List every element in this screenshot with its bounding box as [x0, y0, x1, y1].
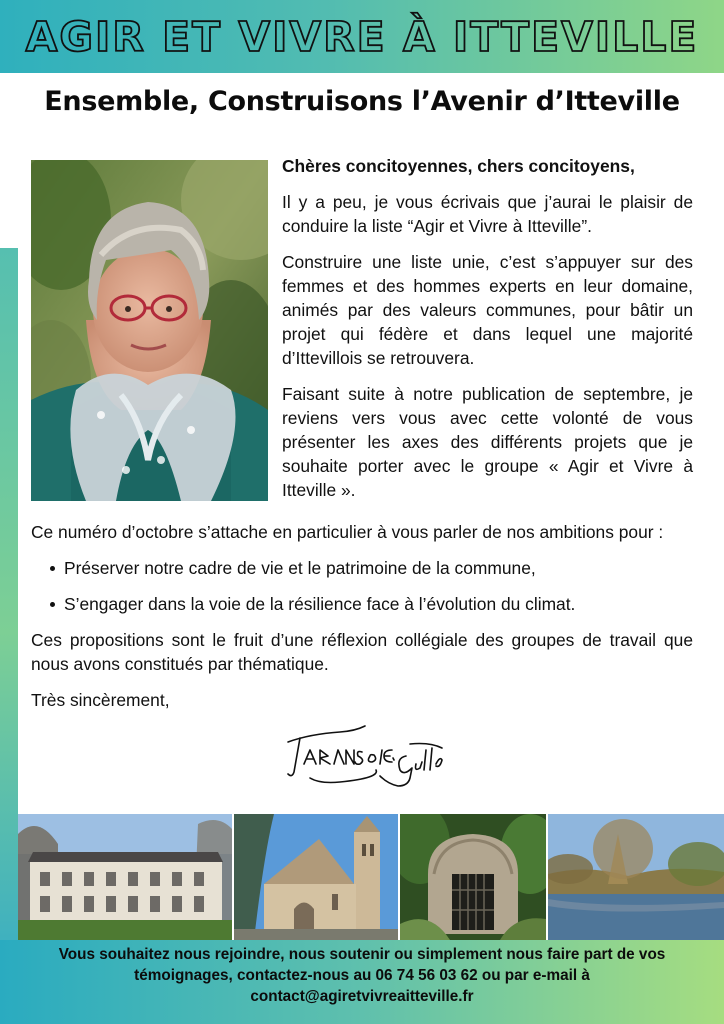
footer-line-1: Vous souhaitez nous rejoindre, nous soutenir ou simplement nous faire part de vos [58, 946, 666, 963]
letter-closing: Très sincèrement, [31, 690, 170, 710]
chateau-photo [18, 814, 232, 940]
lavoir-photo [400, 814, 546, 940]
letter-paragraph-3: Faisant suite à notre publication de septembre, je reviens vers vous avec cette volonté de vous présenter les axes des différents projets que je souhaite porter avec le groupe « Agir et Vivre à Itteville ». [282, 384, 693, 500]
list-item [31, 592, 693, 616]
letter-greeting: Chères concitoyennes, chers concitoyens, [282, 156, 635, 176]
list-item-text: Préserver notre cadre de vie et le patrimoine de la commune, [64, 558, 536, 578]
letter-paragraph-5: Ces propositions sont le fruit d’une réflexion collégiale des groupes de travail que nous avons constitués par thématique. [31, 630, 693, 674]
bullet-icon [50, 602, 55, 607]
letter-intro [282, 154, 693, 514]
church-photo [234, 814, 398, 940]
list-item [31, 556, 693, 580]
signature [280, 720, 445, 790]
list-item-text: S’engager dans la voie de la résilience face à l’évolution du climat. [64, 594, 576, 614]
letter-paragraph-2: Construire une liste unie, c’est s’appuyer sur des femmes et des hommes experts en leur domaine, animés par des valeurs communes, pour bâtir un projet qui fédère et dans lequel une majorité d’Ittevillois se retrouvera. [282, 252, 693, 368]
footer-line-2: témoignages, contactez-nous au 06 74 56 03 62 ou par e-mail à [134, 967, 590, 984]
page-subtitle: Ensemble, Construisons l’Avenir d’Itteville [44, 86, 680, 117]
header-title: AGIR ET VIVRE À ITTEVILLE [25, 12, 699, 61]
footer-email[interactable]: contact@agiretvivreaitteville.fr [250, 988, 474, 1005]
letter-paragraph-1: Il y a peu, je vous écrivais que j’aurai le plaisir de conduire la liste “Agir et Vivre à Itteville”. [282, 192, 693, 236]
contact-footer [0, 940, 724, 1024]
pond-photo [548, 814, 724, 940]
side-accent-strip [0, 248, 18, 948]
ambitions-list [31, 556, 693, 616]
portrait-photo [31, 160, 268, 501]
letter-body [31, 520, 693, 724]
bullet-icon [50, 566, 55, 571]
photo-strip [18, 814, 724, 940]
letter-paragraph-4: Ce numéro d’octobre s’attache en particulier à vous parler de nos ambitions pour : [31, 522, 664, 542]
